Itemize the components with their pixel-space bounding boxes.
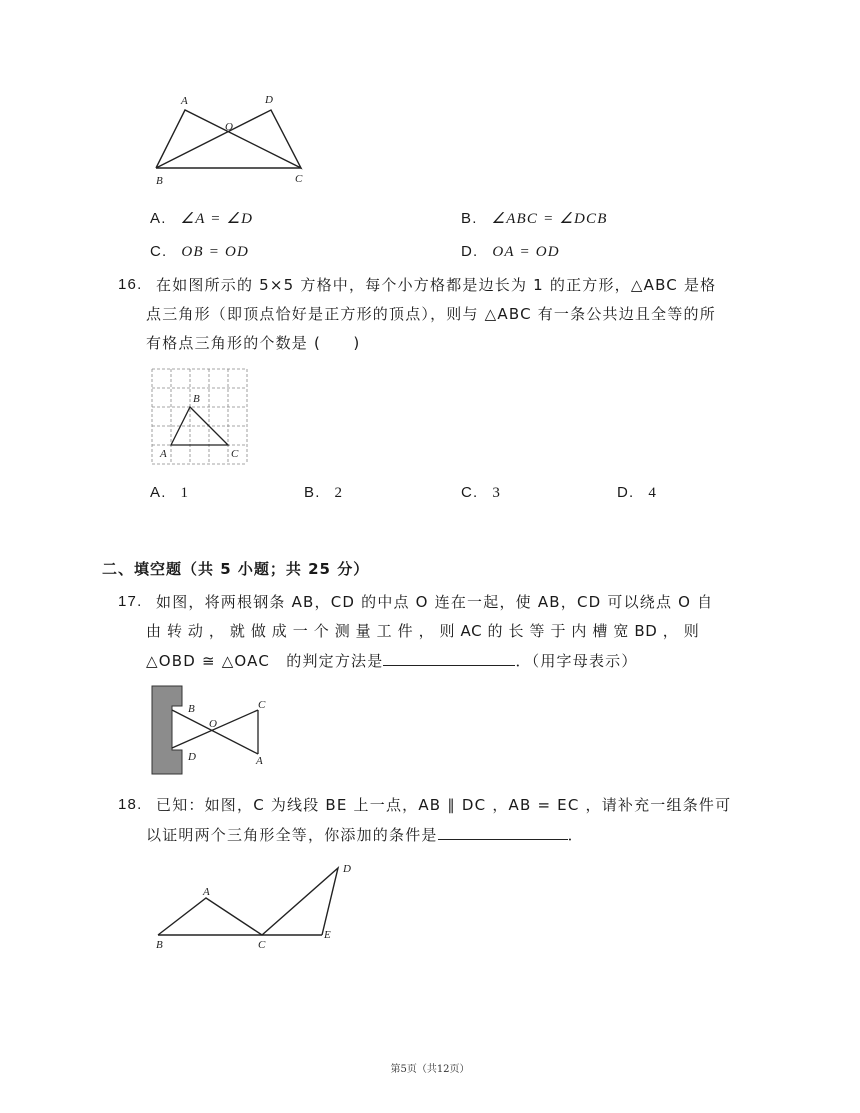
q16-option-d[interactable] [617,483,657,502]
option-letter: A. [150,210,167,227]
q18-text-line2 [146,825,584,844]
option-value: 4 [648,485,658,501]
page-footer: 第5页（共12页） [390,1064,470,1075]
q15-label-o: O [225,121,233,133]
q18-text-line2-post: ． [567,826,584,844]
option-letter: C. [461,484,479,501]
q16-option-c[interactable] [461,483,501,502]
q16-label-b: B [193,393,200,405]
q18-label-d: D [343,863,351,875]
q17-label-b: B [188,703,195,715]
q15-option-c[interactable] [150,242,249,261]
q17-text-line1: 如图，将两根钢条 AB，CD 的中点 O 连在一起，使 AB，CD 可以绕点 O 自 [156,593,714,611]
q16-text-line1: 在如图所示的 5×5 方格中，每个小方格都是边长为 1 的正方形，△ABC 是格 [156,276,717,294]
option-letter: A. [150,484,167,501]
q18-label-b: B [156,939,163,951]
q17-text-line3-post: ．（用字母表示） [515,652,638,670]
option-value: 3 [492,485,502,501]
q18-answer-blank[interactable] [438,825,568,840]
q17-label-c: C [258,699,266,711]
option-value: 1 [180,485,190,501]
q16-text-line3: 有格点三角形的个数是 ( ) [146,334,361,352]
q18-label-a: A [203,886,210,898]
q18-label-c: C [258,939,266,951]
q15-label-d: D [265,94,273,106]
option-letter: D. [461,243,479,260]
q17-label-a: A [256,755,263,767]
q18-figure [150,858,370,953]
option-letter: B. [304,484,321,501]
q15-label-c: C [295,173,303,185]
q15-figure [148,90,318,190]
q17-text-line3 [146,651,638,670]
option-value: OB = OD [181,244,250,260]
q17-number: 17. [118,593,143,610]
option-value: OA = OD [492,244,560,260]
q17-text-line2: 由 转 动 ， 就 做 成 一 个 测 量 工 件 ， 则 AC 的 长 等 于 内 槽 宽 BD ， 则 [146,622,700,640]
option-letter: B. [461,210,478,227]
q15-option-a[interactable] [150,209,253,228]
q18-text-line1: 已知：如图，C 为线段 BE 上一点，AB ∥ DC ，AB = EC ，请补充一组条件可 [156,796,732,814]
q17-label-o: O [209,718,217,730]
q15-option-b[interactable] [461,209,608,228]
section-heading: 二、填空题（共 5 小题；共 25 分） [102,560,370,578]
q16-option-a[interactable] [150,483,189,502]
q15-label-b: B [156,175,163,187]
q17-figure [148,682,278,782]
q18-label-e: E [324,929,331,941]
q18-text-line2-pre: 以证明两个三角形全等，你添加的条件是 [146,826,438,844]
option-letter: C. [150,243,168,260]
option-value: ∠A = ∠D [180,211,254,227]
q16-text-line2: 点三角形（即顶点恰好是正方形的顶点），则与 △ABC 有一条公共边且全等的所 [146,305,716,323]
q16-label-a: A [160,448,167,460]
q15-option-d[interactable] [461,242,560,261]
q16-label-c: C [231,448,239,460]
q16-number: 16. [118,276,143,293]
q17-text-line3-pre: △OBD ≅ △OAC 的判定方法是 [146,652,384,670]
option-value: ∠ABC = ∠DCB [491,211,608,227]
q17-answer-blank[interactable] [383,651,515,666]
q17-label-d: D [188,751,196,763]
option-letter: D. [617,484,635,501]
q16-grid-figure [146,362,256,472]
q18-number: 18. [118,796,143,813]
q15-label-a: A [181,95,188,107]
q16-option-b[interactable] [304,483,343,502]
option-value: 2 [334,485,344,501]
